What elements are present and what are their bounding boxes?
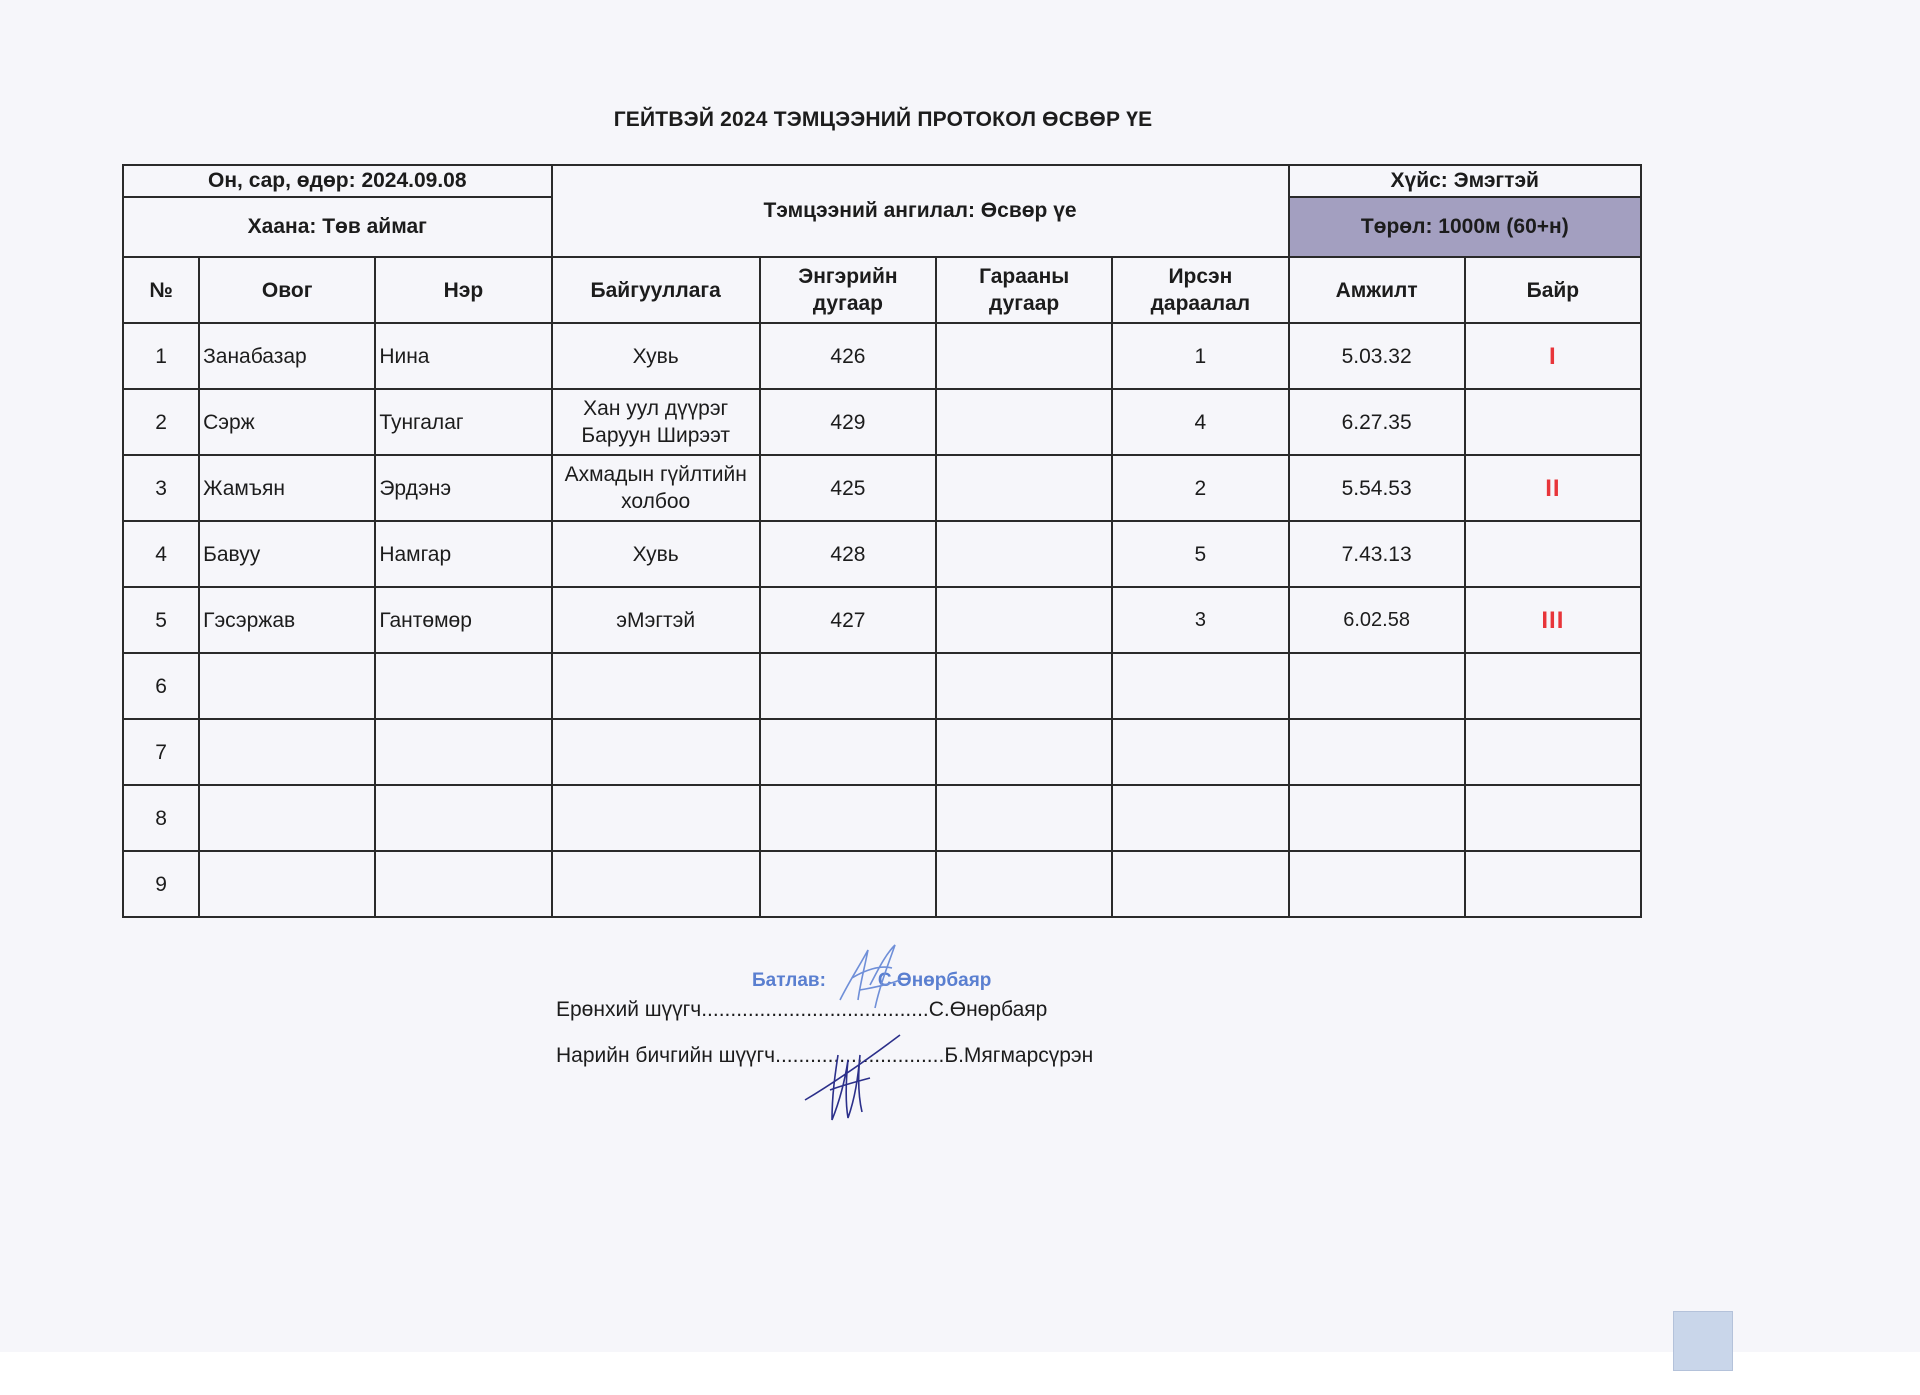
cell-bib	[760, 719, 936, 785]
organization-line2: Баруун Ширээт	[581, 424, 730, 447]
cell-no: 5	[123, 587, 199, 653]
cell-organization	[552, 389, 760, 455]
cell-surname: Занабазар	[199, 323, 375, 389]
category-cell: Тэмцээний ангилал: Өсвөр үе	[552, 165, 1289, 257]
cell-bib	[760, 785, 936, 851]
cell-rank	[1465, 389, 1641, 455]
col-no: №	[123, 257, 199, 323]
cell-finish	[1112, 719, 1288, 785]
cell-no: 1	[123, 323, 199, 389]
cell-name: Нина	[375, 323, 551, 389]
cell-result	[1289, 785, 1465, 851]
cell-start	[936, 455, 1112, 521]
gender-cell: Хүйс: Эмэгтэй	[1289, 165, 1641, 197]
col-result: Амжилт	[1289, 257, 1465, 323]
cell-finish: 4	[1112, 389, 1288, 455]
cell-organization	[552, 851, 760, 917]
event-cell: Төрөл: 1000м (60+н)	[1289, 197, 1641, 257]
col-finish	[1112, 257, 1288, 323]
government-seal-icon	[1673, 1311, 1733, 1371]
col-start	[936, 257, 1112, 323]
table-body	[123, 323, 1641, 917]
table-row	[123, 785, 1641, 851]
document-title: ГЕЙТВЭЙ 2024 ТЭМЦЭЭНИЙ ПРОТОКОЛ ӨСВӨР ҮЕ	[613, 108, 1153, 131]
col-bib	[760, 257, 936, 323]
cell-finish: 5	[1112, 521, 1288, 587]
cell-no: 9	[123, 851, 199, 917]
cell-organization	[552, 521, 760, 587]
cell-start	[936, 587, 1112, 653]
cell-result	[1289, 851, 1465, 917]
cell-result: 6.02.58	[1289, 587, 1465, 653]
cell-start	[936, 719, 1112, 785]
cell-surname: Гэсэржав	[199, 587, 375, 653]
approval-name: С.Өнөрбаяр	[877, 970, 992, 991]
cell-finish	[1112, 851, 1288, 917]
cell-organization	[552, 587, 760, 653]
cell-finish: 3	[1112, 587, 1288, 653]
cell-rank	[1465, 719, 1641, 785]
table-row	[123, 323, 1641, 389]
cell-rank: III	[1465, 587, 1641, 653]
cell-start	[936, 653, 1112, 719]
cell-surname: Сэрж	[199, 389, 375, 455]
cell-no: 2	[123, 389, 199, 455]
cell-name: Эрдэнэ	[375, 455, 551, 521]
page-bottom-margin	[0, 1352, 1920, 1395]
cell-organization	[552, 323, 760, 389]
cell-name: Тунгалаг	[375, 389, 551, 455]
cell-result: 7.43.13	[1289, 521, 1465, 587]
cell-no: 3	[123, 455, 199, 521]
cell-organization	[552, 719, 760, 785]
secretary-line: Нарийн бичгийн шүүгч.............................Б.Мягмарсүрэн	[556, 1044, 1094, 1067]
protocol-table	[122, 164, 1642, 918]
col-bib-line1: Энгэрийн	[798, 265, 898, 288]
cell-bib: 426	[760, 323, 936, 389]
organization-line2: холбоо	[621, 490, 691, 513]
cell-start	[936, 323, 1112, 389]
cell-start	[936, 785, 1112, 851]
cell-result	[1289, 653, 1465, 719]
cell-bib: 425	[760, 455, 936, 521]
table-row	[123, 653, 1641, 719]
cell-no: 4	[123, 521, 199, 587]
col-surname: Овог	[199, 257, 375, 323]
cell-rank	[1465, 653, 1641, 719]
cell-finish: 2	[1112, 455, 1288, 521]
column-header-row	[123, 257, 1641, 323]
cell-organization	[552, 785, 760, 851]
cell-finish: 1	[1112, 323, 1288, 389]
cell-no: 7	[123, 719, 199, 785]
cell-organization	[552, 653, 760, 719]
table-row	[123, 587, 1641, 653]
cell-surname: Жамъян	[199, 455, 375, 521]
col-name: Нэр	[375, 257, 551, 323]
organization-line1: Хувь	[632, 344, 679, 368]
cell-surname	[199, 653, 375, 719]
cell-no: 8	[123, 785, 199, 851]
secretary-signature	[800, 1020, 910, 1125]
cell-result: 6.27.35	[1289, 389, 1465, 455]
cell-bib: 429	[760, 389, 936, 455]
cell-no: 6	[123, 653, 199, 719]
cell-rank: I	[1465, 323, 1641, 389]
cell-name	[375, 851, 551, 917]
cell-rank	[1465, 521, 1641, 587]
cell-start	[936, 521, 1112, 587]
cell-start	[936, 851, 1112, 917]
cell-rank	[1465, 785, 1641, 851]
cell-surname	[199, 719, 375, 785]
col-rank: Байр	[1465, 257, 1641, 323]
col-finish-line1: Ирсэн	[1168, 265, 1233, 288]
place-cell: Хаана: Төв аймаг	[123, 197, 552, 257]
table-row	[123, 719, 1641, 785]
cell-name: Намгар	[375, 521, 551, 587]
table-row	[123, 455, 1641, 521]
date-cell: Он, сар, өдөр: 2024.09.08	[123, 165, 552, 197]
table-row	[123, 389, 1641, 455]
organization-line1: эМэгтэй	[616, 608, 696, 632]
cell-result	[1289, 719, 1465, 785]
cell-bib	[760, 653, 936, 719]
cell-result: 5.03.32	[1289, 323, 1465, 389]
cell-bib: 427	[760, 587, 936, 653]
cell-finish	[1112, 785, 1288, 851]
cell-surname	[199, 851, 375, 917]
cell-surname: Бавуу	[199, 521, 375, 587]
organization-line1: Хан уул дүүрэг	[583, 397, 729, 420]
cell-organization	[552, 455, 760, 521]
organization-line1: Хувь	[632, 542, 679, 566]
table-row	[123, 851, 1641, 917]
chief-judge-line: Ерөнхий шүүгч.......................................С.Өнөрбаяр	[556, 998, 1048, 1021]
cell-name	[375, 653, 551, 719]
cell-rank: II	[1465, 455, 1641, 521]
col-bib-line2: дугаар	[812, 292, 884, 315]
col-finish-line2: дараалал	[1150, 292, 1251, 315]
col-organization: Байгууллага	[552, 257, 760, 323]
cell-surname	[199, 785, 375, 851]
cell-finish	[1112, 653, 1288, 719]
col-start-line1: Гарааны	[979, 265, 1070, 288]
col-start-line2: дугаар	[989, 292, 1060, 315]
table-row	[123, 521, 1641, 587]
cell-result: 5.54.53	[1289, 455, 1465, 521]
header-row-top	[123, 165, 1641, 197]
cell-bib: 428	[760, 521, 936, 587]
organization-line1: Ахмадын гүйлтийн	[564, 463, 747, 486]
cell-rank	[1465, 851, 1641, 917]
cell-start	[936, 389, 1112, 455]
approval-label: Батлав:	[752, 970, 826, 991]
cell-name	[375, 719, 551, 785]
cell-name	[375, 785, 551, 851]
cell-bib	[760, 851, 936, 917]
cell-name: Гантөмөр	[375, 587, 551, 653]
